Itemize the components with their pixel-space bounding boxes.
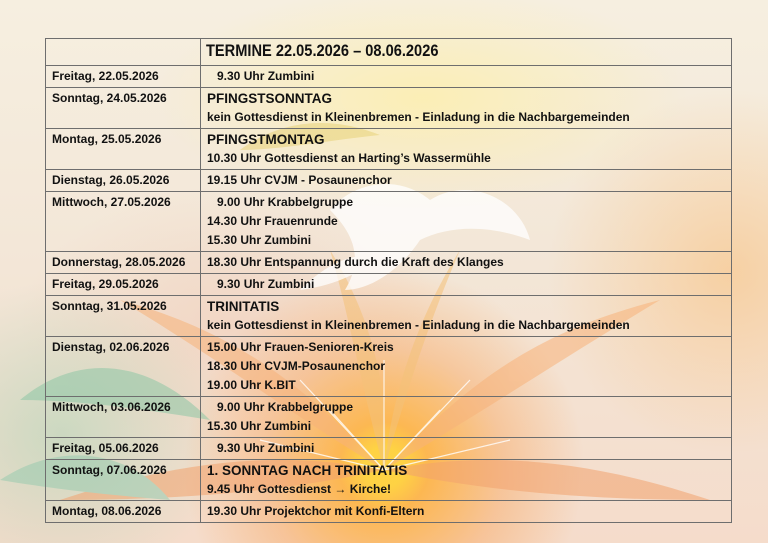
- event-line: 19.30 Uhr Projektchor mit Konfi-Eltern: [207, 504, 425, 518]
- day-cell: [46, 438, 201, 460]
- day-label: Dienstag, 26.05.2026: [52, 173, 170, 187]
- event-line: 9.45 Uhr Gottesdienst → Kirche!: [207, 482, 392, 496]
- event-line: kein Gottesdienst in Kleinenbremen - Einladung in die Nachbargemeinden: [207, 110, 630, 124]
- day-label: Montag, 08.06.2026: [52, 504, 162, 518]
- event-line: 9.00 Uhr Krabbelgruppe: [207, 195, 354, 209]
- day-cell: [46, 337, 201, 397]
- event-line: 18.30 Uhr Entspannung durch die Kraft des Klanges: [207, 255, 504, 269]
- event-line: 10.30 Uhr Gottesdienst an Harting’s Wassermühle: [207, 151, 491, 165]
- event-line: 1. SONNTAG NACH TRINITATIS: [207, 463, 408, 478]
- header-empty-cell: [46, 39, 201, 66]
- day-cell: [46, 170, 201, 192]
- day-label: Mittwoch, 03.06.2026: [52, 400, 171, 414]
- schedule-row: [46, 274, 732, 296]
- day-label: Montag, 25.05.2026: [52, 132, 162, 146]
- events-cell: [201, 397, 732, 438]
- event-line: 19.00 Uhr K.BIT: [207, 378, 296, 392]
- event-line: TRINITATIS: [207, 299, 280, 314]
- event-line: 9.30 Uhr Zumbini: [207, 69, 315, 83]
- schedule-row: [46, 129, 732, 170]
- event-line: 9.00 Uhr Krabbelgruppe: [207, 400, 354, 414]
- header-row: [46, 39, 732, 66]
- event-line: kein Gottesdienst in Kleinenbremen - Einladung in die Nachbargemeinden: [207, 318, 630, 332]
- day-label: Sonntag, 24.05.2026: [52, 91, 167, 105]
- events-cell: [201, 129, 732, 170]
- event-line: PFINGSTMONTAG: [207, 132, 325, 147]
- events-cell: [201, 88, 732, 129]
- event-line: 15.00 Uhr Frauen-Senioren-Kreis: [207, 340, 394, 354]
- events-cell: [201, 170, 732, 192]
- day-cell: [46, 296, 201, 337]
- day-label: Mittwoch, 27.05.2026: [52, 195, 171, 209]
- day-cell: [46, 397, 201, 438]
- day-label: Sonntag, 31.05.2026: [52, 299, 167, 313]
- day-label: Freitag, 05.06.2026: [52, 441, 159, 455]
- day-label: Freitag, 22.05.2026: [52, 69, 159, 83]
- schedule-row: [46, 438, 732, 460]
- events-cell: [201, 296, 732, 337]
- day-cell: [46, 66, 201, 88]
- event-line: 15.30 Uhr Zumbini: [207, 233, 312, 247]
- events-cell: [201, 192, 732, 252]
- page-title: TERMINE 22.05.2026 – 08.06.2026: [206, 41, 439, 60]
- event-line: 14.30 Uhr Frauenrunde: [207, 214, 338, 228]
- event-line: 9.30 Uhr Zumbini: [207, 277, 315, 291]
- day-label: Sonntag, 07.06.2026: [52, 463, 167, 477]
- day-cell: [46, 129, 201, 170]
- day-label: Donnerstag, 28.05.2026: [52, 255, 186, 269]
- day-label: Freitag, 29.05.2026: [52, 277, 159, 291]
- schedule-row: [46, 460, 732, 501]
- day-cell: [46, 460, 201, 501]
- schedule-row: [46, 252, 732, 274]
- schedule-row: [46, 337, 732, 397]
- day-cell: [46, 88, 201, 129]
- schedule-row: [46, 170, 732, 192]
- header-title-cell: [201, 39, 732, 66]
- events-cell: [201, 66, 732, 88]
- event-line: 9.30 Uhr Zumbini: [207, 441, 315, 455]
- schedule-row: [46, 66, 732, 88]
- schedule-row: [46, 397, 732, 438]
- schedule-row: [46, 501, 732, 523]
- events-cell: [201, 337, 732, 397]
- schedule-row: [46, 192, 732, 252]
- events-cell: [201, 438, 732, 460]
- event-line: 18.30 Uhr CVJM-Posaunenchor: [207, 359, 386, 373]
- events-cell: [201, 252, 732, 274]
- events-cell: [201, 501, 732, 523]
- day-cell: [46, 274, 201, 296]
- day-cell: [46, 501, 201, 523]
- schedule-row: [46, 88, 732, 129]
- events-cell: [201, 460, 732, 501]
- event-line: 19.15 Uhr CVJM - Posaunenchor: [207, 173, 392, 187]
- schedule-table: [45, 38, 732, 523]
- day-label: Dienstag, 02.06.2026: [52, 340, 170, 354]
- day-cell: [46, 252, 201, 274]
- event-line: 15.30 Uhr Zumbini: [207, 419, 312, 433]
- schedule-row: [46, 296, 732, 337]
- event-line: PFINGSTSONNTAG: [207, 91, 333, 106]
- events-cell: [201, 274, 732, 296]
- day-cell: [46, 192, 201, 252]
